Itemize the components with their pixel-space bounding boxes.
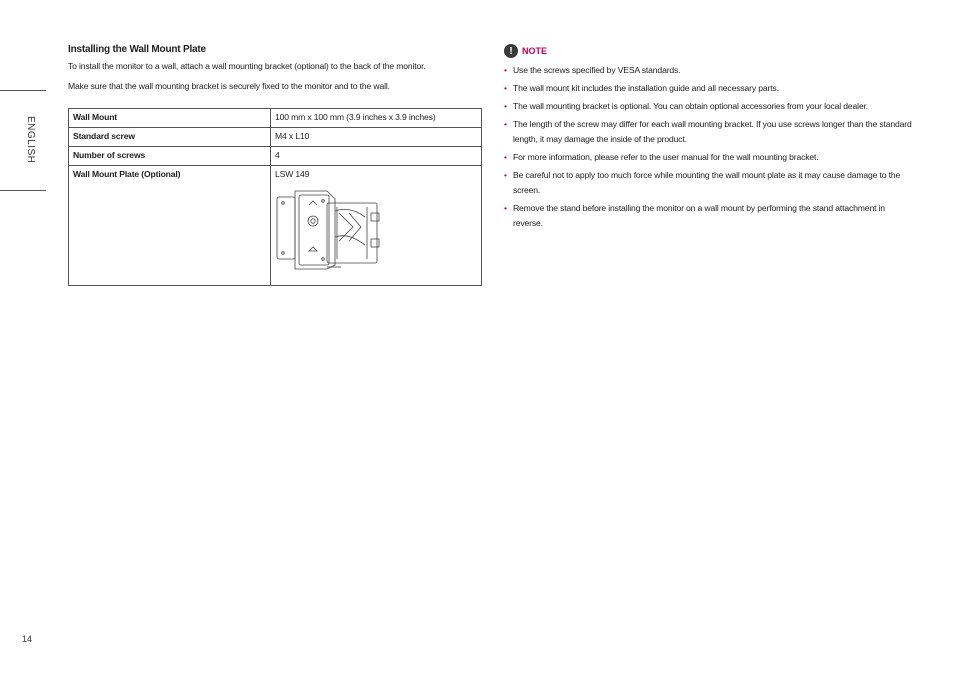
spec-key: Wall Mount Plate (Optional) <box>69 166 271 286</box>
bullet-icon: • <box>504 65 507 75</box>
bullet-icon: • <box>504 101 507 111</box>
side-rule-top <box>0 90 46 91</box>
paragraph-2: Make sure that the wall mounting bracket is securely fixed to the monitor and to the wall. <box>68 81 390 91</box>
spec-value: LSW 149 <box>275 169 310 179</box>
list-item: • The length of the screw may differ for each wall mounting bracket. If you use screws longer than the standard length, it may damage the inside of the product. <box>504 119 912 144</box>
note-list <box>504 63 916 231</box>
bullet-icon: • <box>504 203 507 213</box>
language-tab: ENGLISH <box>25 116 36 164</box>
list-item: • The wall mounting bracket is optional. You can obtain optional accessories from your local dealer. <box>504 99 916 114</box>
spec-key: Number of screws <box>69 147 271 166</box>
bullet-icon: • <box>504 83 507 93</box>
paragraph-1: To install the monitor to a wall, attach a wall mounting bracket (optional) to the back of the monitor. <box>68 61 426 71</box>
wall-mount-bracket-illustration <box>275 187 383 273</box>
exclamation-icon: ! <box>504 44 518 58</box>
spec-value: 4 <box>271 147 482 166</box>
spec-value: 100 mm x 100 mm (3.9 inches x 3.9 inches) <box>271 109 482 128</box>
table-row <box>69 109 482 128</box>
table-row <box>69 166 482 286</box>
spec-value-cell <box>271 166 482 286</box>
section-title: Installing the Wall Mount Plate <box>68 44 206 55</box>
note-box <box>504 44 916 234</box>
list-item: • Remove the stand before installing the monitor on a wall mount by performing the stand attachment in reverse. <box>504 203 885 228</box>
note-title: NOTE <box>522 46 548 56</box>
list-item: • For more information, please refer to the user manual for the wall mounting bracket. <box>504 150 916 165</box>
note-header <box>504 44 916 58</box>
list-item: • Use the screws specified by VESA standards. <box>504 63 916 78</box>
list-item: • The wall mount kit includes the installation guide and all necessary parts. <box>504 81 916 96</box>
side-rule-bottom <box>0 190 46 191</box>
bullet-icon: • <box>504 170 507 180</box>
spec-key: Standard screw <box>69 128 271 147</box>
page-number: 14 <box>22 634 33 644</box>
table-row <box>69 147 482 166</box>
spec-table <box>68 108 482 286</box>
spec-value: M4 x L10 <box>271 128 482 147</box>
list-item: • Be careful not to apply too much force while mounting the wall mount plate as it may cause damage to the screen. <box>504 170 901 195</box>
bullet-icon: • <box>504 152 507 162</box>
left-column <box>68 44 482 100</box>
bullet-icon: • <box>504 119 507 129</box>
spec-key: Wall Mount <box>69 109 271 128</box>
table-row <box>69 128 482 147</box>
